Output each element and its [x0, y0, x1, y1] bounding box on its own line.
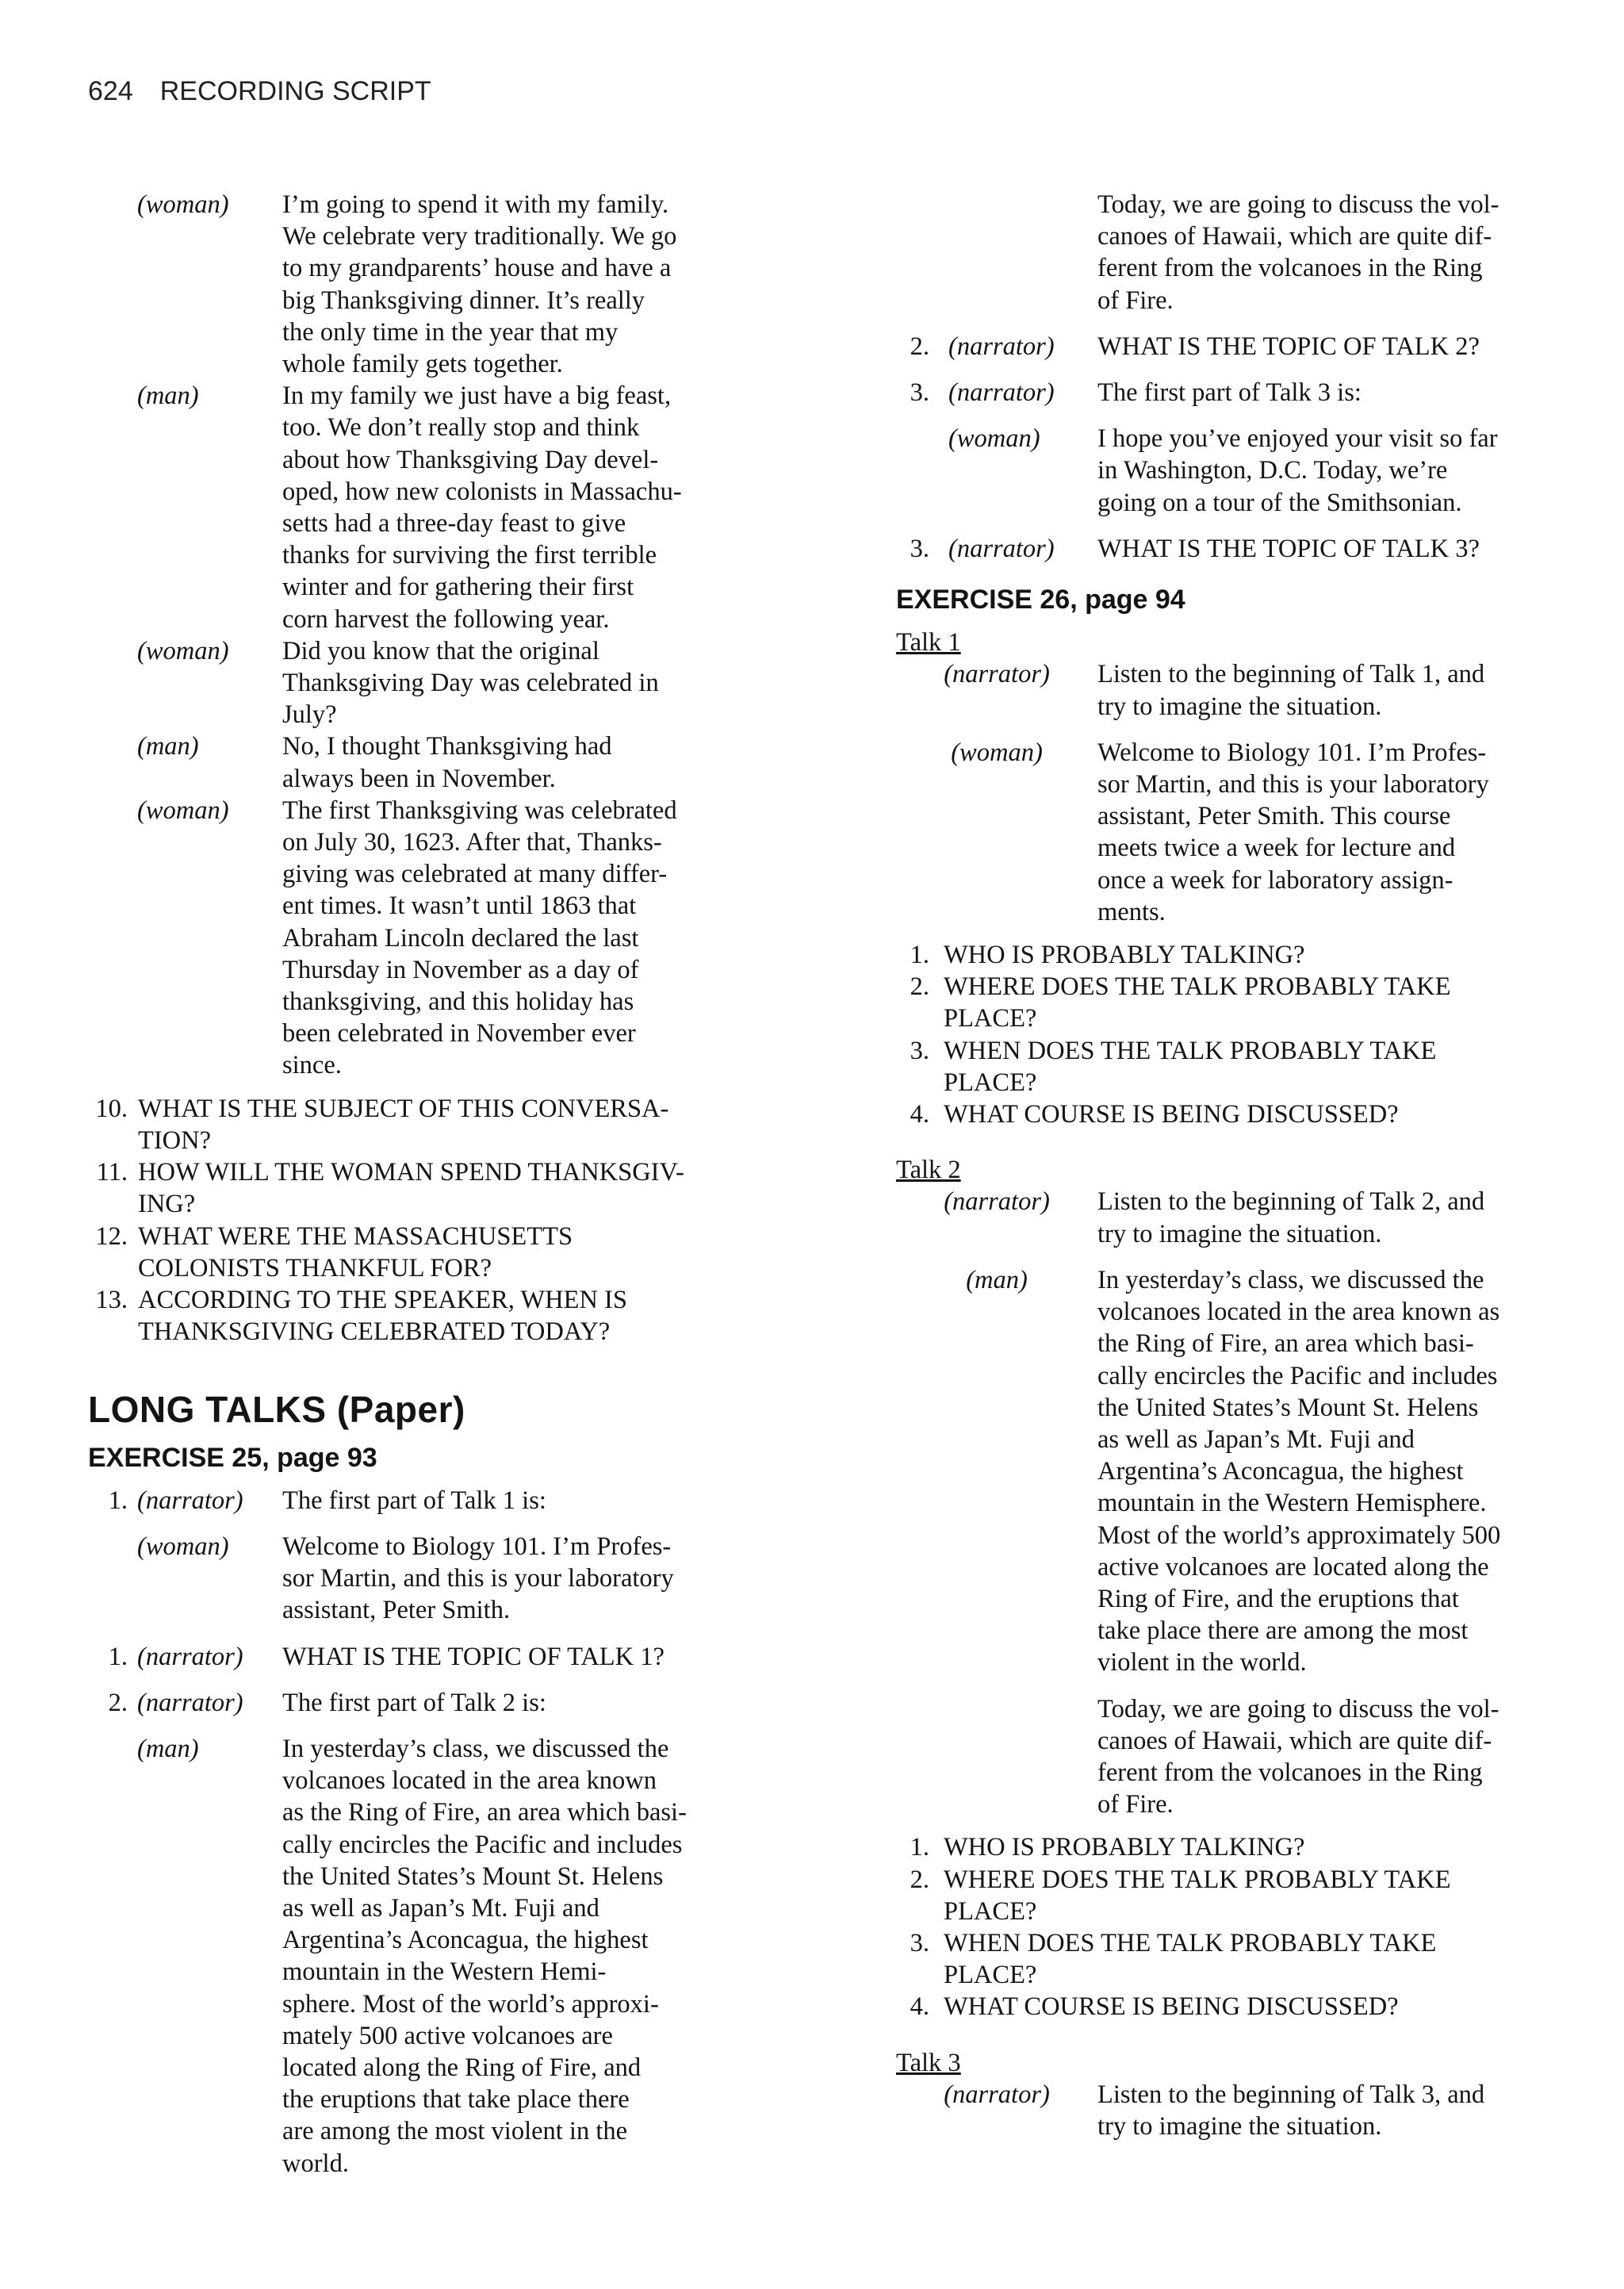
spoken-text	[282, 730, 818, 794]
text-line: since.	[282, 1051, 342, 1080]
text-line: of Fire.	[1097, 286, 1174, 315]
question	[896, 939, 1554, 971]
text-line: assistant, Peter Smith.	[282, 1596, 511, 1625]
text-line: Thursday in November as a day of	[282, 955, 639, 984]
text-line: In yesterday’s class, we discussed the	[282, 1734, 669, 1763]
text-line: ments.	[1097, 897, 1166, 926]
text-line: In yesterday’s class, we discussed the	[1097, 1265, 1484, 1294]
dialogue-line	[88, 189, 818, 380]
spoken-text	[1097, 737, 1554, 928]
text-line: cally encircles the Pacific and includes	[1097, 1361, 1498, 1390]
item-number: 2.	[910, 332, 929, 361]
question-text	[138, 1284, 818, 1348]
question-text	[944, 1098, 1554, 1130]
text-line: always been in November.	[282, 764, 556, 793]
talk-2-script	[896, 1186, 1554, 1820]
text-line: PLACE?	[944, 1068, 1037, 1097]
spoken-text	[1097, 189, 1554, 316]
question-text	[944, 1831, 1554, 1863]
speaker-label: (woman)	[137, 636, 229, 665]
question-number: 11.	[96, 1158, 128, 1187]
question-number: 2.	[910, 1865, 929, 1894]
script-entry	[88, 1531, 818, 1627]
text-line: the eruptions that take place there	[282, 2085, 630, 2115]
question-number: 4.	[910, 1992, 929, 2022]
text-line: the Ring of Fire, an area which basi-	[1097, 1329, 1474, 1359]
talk-3-heading: Talk 3	[896, 2048, 961, 2077]
text-line: mountain in the Western Hemi-	[282, 1957, 607, 1987]
question	[88, 1156, 818, 1220]
item-number: 3.	[910, 534, 929, 563]
spoken-text	[1097, 2079, 1554, 2142]
text-line: ACCORDING TO THE SPEAKER, WHEN IS	[138, 1285, 627, 1314]
text-line: Welcome to Biology 101. I’m Profes-	[282, 1532, 672, 1561]
text-line: WHEN DOES THE TALK PROBABLY TAKE	[944, 1036, 1437, 1065]
text-line: WHAT IS THE TOPIC OF TALK 2?	[1097, 332, 1480, 361]
item-number: 3.	[910, 378, 929, 408]
text-line: PLACE?	[944, 1961, 1037, 1990]
text-line: the United States’s Mount St. Helens	[282, 1861, 664, 1891]
speaker-label: (narrator)	[137, 1486, 243, 1515]
question-number: 4.	[910, 1100, 929, 1129]
question-text	[944, 939, 1554, 971]
question-number: 10.	[95, 1094, 128, 1123]
script-entry	[88, 1733, 818, 2180]
text-line: WHAT IS THE TOPIC OF TALK 1?	[282, 1642, 665, 1671]
speaker-label: (woman)	[137, 796, 229, 825]
talk-3-script	[896, 2079, 1554, 2142]
text-line: going on a tour of the Smithsonian.	[1097, 488, 1462, 517]
text-line: as the Ring of Fire, an area which basi-	[282, 1798, 687, 1827]
script-entry	[896, 331, 1554, 362]
text-line: sor Martin, and this is your laboratory	[1097, 770, 1489, 799]
text-line: volcanoes located in the area known	[282, 1766, 657, 1796]
text-line: Ring of Fire, and the eruptions that	[1097, 1584, 1459, 1613]
spoken-text	[282, 1531, 818, 1627]
spoken-text	[1097, 1186, 1554, 1249]
speaker-label: (narrator)	[137, 1642, 243, 1671]
talk-2-continuation	[896, 189, 1554, 316]
speaker-label: (woman)	[137, 1532, 229, 1561]
text-line: The first Thanksgiving was celebrated	[282, 796, 677, 825]
text-line: giving was celebrated at many differ-	[282, 860, 668, 889]
text-line: WHAT IS THE TOPIC OF TALK 3?	[1097, 534, 1480, 563]
question	[88, 1221, 818, 1284]
text-line: corn harvest the following year.	[282, 604, 610, 634]
talk-1-heading: Talk 1	[896, 628, 961, 658]
talk-1-script	[896, 658, 1554, 928]
text-line: once a week for laboratory assign-	[1097, 865, 1454, 895]
spoken-text	[282, 1733, 818, 2180]
question-number: 2.	[910, 972, 929, 1002]
exercise-25-continuation	[896, 331, 1554, 565]
spoken-text	[282, 795, 818, 1082]
question	[896, 1035, 1554, 1098]
spoken-text	[282, 1687, 818, 1719]
text-line: in Washington, D.C. Today, we’re	[1097, 456, 1448, 485]
text-line: take place there are among the most	[1097, 1616, 1469, 1646]
text-line: WHEN DOES THE TALK PROBABLY TAKE	[944, 1928, 1437, 1957]
text-line: WHERE DOES THE TALK PROBABLY TAKE	[944, 1865, 1451, 1894]
speaker-label: (narrator)	[944, 2080, 1050, 2109]
item-number: 2.	[108, 1688, 128, 1717]
text-line: TION?	[138, 1125, 212, 1155]
talk-2-heading: Talk 2	[896, 1156, 961, 1185]
question	[896, 971, 1554, 1034]
spoken-text	[1097, 1693, 1554, 1821]
script-entry	[896, 377, 1554, 408]
thanksgiving-dialogue	[88, 189, 818, 1082]
speaker-label: (woman)	[137, 190, 229, 219]
text-line: try to imagine the situation.	[1097, 2111, 1382, 2141]
speaker-label: (narrator)	[948, 534, 1055, 563]
text-line: PLACE?	[944, 1004, 1037, 1033]
text-line: been celebrated in November ever	[282, 1019, 636, 1049]
text-line: July?	[282, 700, 337, 730]
script-entry	[896, 1693, 1554, 1821]
question-number: 1.	[910, 1833, 929, 1862]
text-line: WHAT COURSE IS BEING DISCUSSED?	[944, 1992, 1399, 2022]
text-line: violent in the world.	[1097, 1648, 1307, 1677]
speaker-label: (narrator)	[944, 1187, 1050, 1217]
speaker-label: (man)	[137, 1734, 199, 1763]
text-line: Listen to the beginning of Talk 1, and	[1097, 660, 1485, 689]
dialogue-line	[88, 380, 818, 635]
text-line: WHERE DOES THE TALK PROBABLY TAKE	[944, 972, 1451, 1002]
text-line: active volcanoes are located along the	[1097, 1552, 1489, 1582]
script-entry	[88, 1485, 818, 1516]
script-entry	[896, 658, 1554, 722]
spoken-text	[282, 635, 818, 731]
text-line: mately 500 active volcanoes are	[282, 2021, 613, 2050]
speaker-label: (man)	[966, 1265, 1028, 1294]
text-line: ferent from the volcanoes in the Ring	[1097, 1758, 1483, 1787]
text-line: thanks for surviving the first terrible	[282, 541, 657, 570]
text-line: thanksgiving, and this holiday has	[282, 987, 634, 1017]
text-line: are among the most violent in the	[282, 2117, 628, 2146]
text-line: try to imagine the situation.	[1097, 692, 1382, 721]
text-line: Did you know that the original	[282, 636, 599, 665]
text-line: sor Martin, and this is your laboratory	[282, 1564, 674, 1593]
text-line: Listen to the beginning of Talk 3, and	[1097, 2080, 1485, 2109]
text-line: meets twice a week for lecture and	[1097, 834, 1456, 863]
text-line: No, I thought Thanksgiving had	[282, 732, 612, 761]
speaker-label: (narrator)	[948, 378, 1055, 408]
text-line: I’m going to spend it with my family.	[282, 190, 669, 219]
dialogue-line	[88, 635, 818, 731]
thanksgiving-questions	[88, 1093, 818, 1348]
text-line: mountain in the Western Hemisphere.	[1097, 1489, 1487, 1518]
question	[88, 1284, 818, 1348]
speaker-label: (woman)	[948, 424, 1040, 454]
text-line: try to imagine the situation.	[1097, 1219, 1382, 1248]
text-line: the only time in the year that my	[282, 317, 619, 347]
question-number: 3.	[910, 1036, 929, 1065]
text-line: oped, how new colonists in Massachu-	[282, 477, 682, 506]
talk-2-questions	[896, 1831, 1554, 2023]
question-text	[944, 971, 1554, 1034]
spoken-text	[1097, 658, 1554, 722]
question-number: 13.	[95, 1285, 128, 1314]
script-entry	[896, 737, 1554, 928]
question	[896, 1098, 1554, 1130]
question-text	[138, 1156, 818, 1220]
speaker-label: (narrator)	[948, 332, 1055, 361]
section-title: LONG TALKS (Paper)	[88, 1389, 465, 1431]
text-line: We celebrate very traditionally. We go	[282, 222, 677, 251]
script-entry	[88, 1687, 818, 1719]
spoken-text	[282, 380, 818, 635]
text-line: Argentina’s Aconcagua, the highest	[1097, 1457, 1464, 1486]
text-line: big Thanksgiving dinner. It’s really	[282, 286, 645, 315]
talk-1-questions	[896, 939, 1554, 1130]
question-text	[944, 1927, 1554, 1991]
dialogue-line	[88, 730, 818, 794]
text-line: Today, we are going to discuss the vol-	[1097, 190, 1500, 219]
question	[896, 1991, 1554, 2023]
text-line: setts had a three-day feast to give	[282, 509, 626, 539]
text-line: assistant, Peter Smith. This course	[1097, 802, 1451, 831]
text-line: the United States’s Mount St. Helens	[1097, 1393, 1479, 1422]
text-line: canoes of Hawaii, which are quite dif-	[1097, 1726, 1492, 1755]
question-number: 3.	[910, 1928, 929, 1957]
script-entry	[896, 1264, 1554, 1679]
question-text	[138, 1093, 818, 1156]
text-line: Most of the world’s approximately 500	[1097, 1520, 1501, 1550]
speaker-label: (narrator)	[944, 660, 1050, 689]
text-line: as well as Japan’s Mt. Fuji and	[1097, 1424, 1415, 1454]
text-line: Welcome to Biology 101. I’m Profes-	[1097, 738, 1487, 767]
text-line: Today, we are going to discuss the vol-	[1097, 1694, 1500, 1723]
text-line: volcanoes located in the area known as	[1097, 1298, 1500, 1327]
question	[88, 1093, 818, 1156]
text-line: WHAT WERE THE MASSACHUSETTS	[138, 1221, 573, 1251]
question	[896, 1864, 1554, 1927]
exercise-25-script	[88, 1485, 818, 2180]
running-head	[88, 76, 431, 107]
question	[896, 1927, 1554, 1991]
speaker-label: (man)	[137, 382, 199, 411]
script-entry	[896, 1186, 1554, 1249]
text-line: ING?	[138, 1190, 196, 1219]
spoken-text	[1097, 377, 1554, 408]
text-line: PLACE?	[944, 1896, 1037, 1926]
text-line: sphere. Most of the world’s approxi-	[282, 1989, 659, 2019]
text-line: The first part of Talk 3 is:	[1097, 378, 1362, 408]
text-line: winter and for gathering their first	[282, 573, 634, 602]
page-number: 624	[88, 76, 133, 106]
spoken-text	[282, 1485, 818, 1516]
text-line: of Fire.	[1097, 1790, 1174, 1819]
text-line: located along the Ring of Fire, and	[282, 2053, 642, 2082]
speaker-label: (man)	[137, 732, 199, 761]
text-line: ent times. It wasn’t until 1863 that	[282, 891, 637, 921]
script-entry	[88, 1641, 818, 1673]
spoken-text	[282, 189, 818, 380]
script-entry	[896, 533, 1554, 565]
text-line: COLONISTS THANKFUL FOR?	[138, 1253, 492, 1283]
text-line: HOW WILL THE WOMAN SPEND THANKSGIV-	[138, 1158, 684, 1187]
text-line: The first part of Talk 1 is:	[282, 1486, 546, 1515]
text-line: The first part of Talk 2 is:	[282, 1688, 546, 1717]
text-line: WHO IS PROBABLY TALKING?	[944, 1833, 1305, 1862]
question-text	[944, 1864, 1554, 1927]
dialogue-line	[88, 795, 818, 1082]
question-number: 1.	[910, 941, 929, 970]
text-line: ferent from the volcanoes in the Ring	[1097, 254, 1483, 283]
text-line: as well as Japan’s Mt. Fuji and	[282, 1893, 599, 1923]
script-entry	[896, 423, 1554, 519]
exercise-25-heading: EXERCISE 25, page 93	[88, 1442, 377, 1473]
text-line: WHO IS PROBABLY TALKING?	[944, 941, 1305, 970]
running-title: RECORDING SCRIPT	[159, 76, 431, 106]
text-line: Abraham Lincoln declared the last	[282, 923, 639, 953]
question-text	[138, 1221, 818, 1284]
text-line: too. We don’t really stop and think	[282, 413, 640, 443]
text-line: I hope you’ve enjoyed your visit so far	[1097, 424, 1498, 454]
exercise-26-heading: EXERCISE 26, page 94	[896, 585, 1185, 615]
text-line: Listen to the beginning of Talk 2, and	[1097, 1187, 1485, 1217]
right-column	[896, 189, 1554, 2142]
text-line: canoes of Hawaii, which are quite dif-	[1097, 222, 1492, 251]
text-line: whole family gets together.	[282, 350, 563, 379]
script-entry	[896, 2079, 1554, 2142]
question-text	[944, 1035, 1554, 1098]
spoken-text	[1097, 533, 1554, 565]
question-text	[944, 1991, 1554, 2023]
text-line: THANKSGIVING CELEBRATED TODAY?	[138, 1317, 611, 1347]
spoken-text	[1097, 331, 1554, 362]
item-number: 1.	[108, 1486, 128, 1515]
spoken-text	[1097, 423, 1554, 519]
left-column	[88, 189, 818, 2180]
item-number: 1.	[108, 1642, 128, 1671]
text-line: Argentina’s Aconcagua, the highest	[282, 1926, 649, 1955]
text-line: In my family we just have a big feast,	[282, 382, 672, 411]
text-line: cally encircles the Pacific and includes	[282, 1830, 683, 1859]
text-line: WHAT COURSE IS BEING DISCUSSED?	[944, 1100, 1399, 1129]
text-line: on July 30, 1623. After that, Thanks-	[282, 828, 662, 857]
text-line: world.	[282, 2149, 349, 2178]
spoken-text	[1097, 1264, 1554, 1679]
question	[896, 1831, 1554, 1863]
spoken-text	[282, 1641, 818, 1673]
speaker-label: (narrator)	[137, 1688, 243, 1717]
question-number: 12.	[95, 1221, 128, 1251]
text-line: Thanksgiving Day was celebrated in	[282, 669, 659, 698]
text-line: about how Thanksgiving Day devel-	[282, 445, 659, 474]
text-line: to my grandparents’ house and have a	[282, 254, 672, 283]
speaker-label: (woman)	[951, 738, 1043, 767]
text-line: WHAT IS THE SUBJECT OF THIS CONVERSA-	[138, 1094, 669, 1123]
